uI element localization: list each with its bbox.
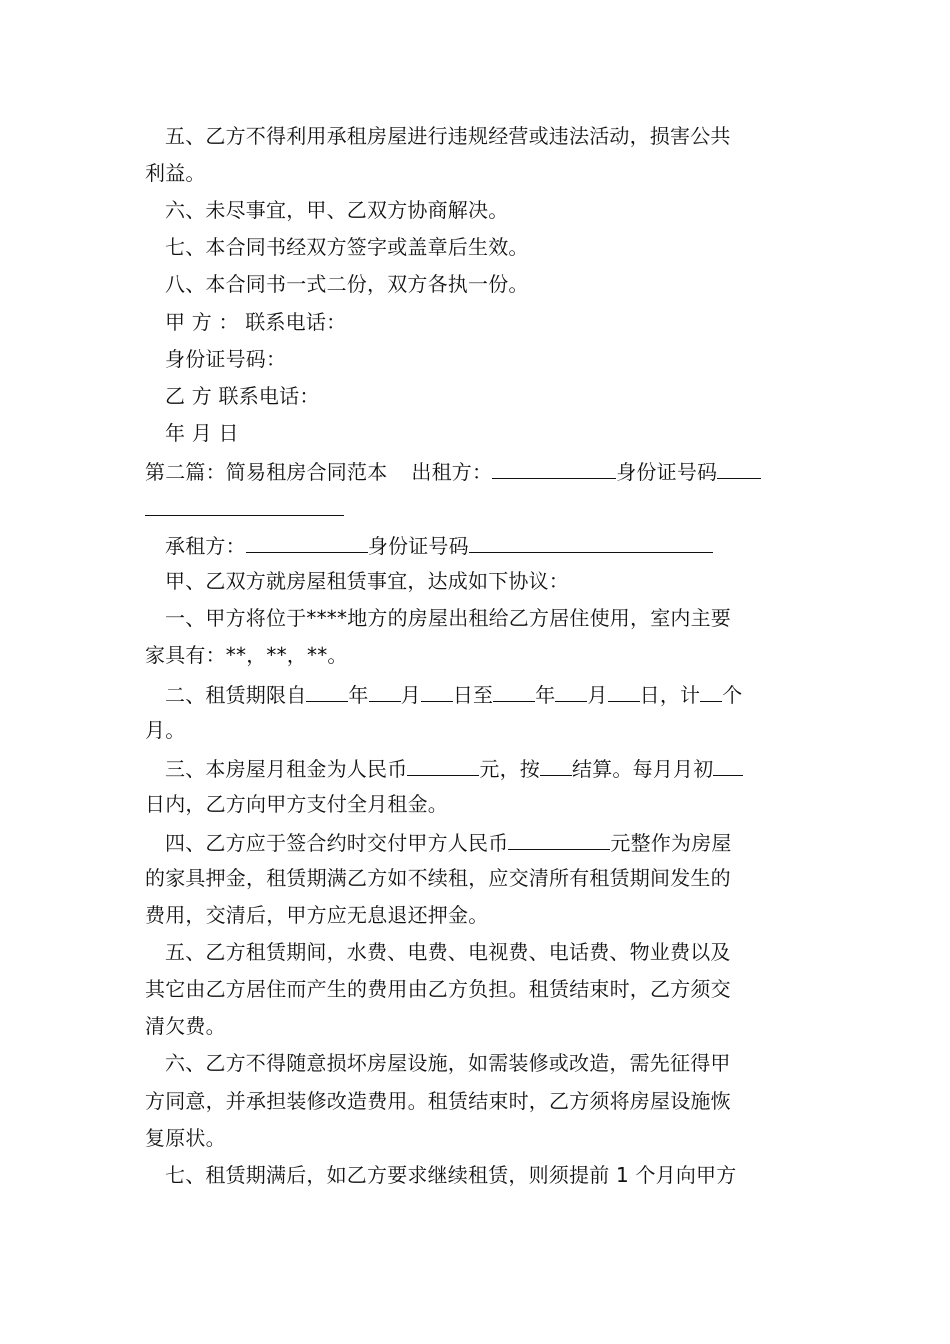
clause-3-text-2: 元，按 bbox=[479, 757, 541, 781]
clause-1-line-1: 一、甲方将位于****地方的房屋出租给乙方居住使用，室内主要 bbox=[165, 606, 731, 630]
clause-6-line-2: 方同意，并承担装修改造费用。租赁结束时，乙方须将房屋设施恢 bbox=[145, 1089, 731, 1113]
lessee-blank bbox=[246, 532, 368, 553]
part-two-header-line bbox=[145, 458, 810, 484]
start-year-blank bbox=[306, 681, 348, 702]
clause-2-line-2: 月。 bbox=[145, 718, 186, 742]
paragraph-6: 六、未尽事宜，甲、乙双方协商解决。 bbox=[165, 198, 509, 222]
clause-3-text: 三、本房屋月租金为人民币 bbox=[165, 757, 408, 781]
lessor-id-blank-cont bbox=[145, 495, 344, 516]
month-label: 月 bbox=[400, 683, 421, 707]
paragraph-5-line-2: 利益。 bbox=[145, 161, 206, 185]
rent-amount-blank bbox=[407, 755, 479, 776]
clause-3-line-2: 日内，乙方向甲方支付全月租金。 bbox=[145, 792, 448, 816]
months-count-blank bbox=[700, 681, 722, 702]
lessee-line bbox=[165, 532, 830, 558]
lessor-id-blank bbox=[717, 458, 761, 479]
paragraph-7: 七、本合同书经双方签字或盖章后生效。 bbox=[165, 235, 529, 259]
end-day-blank bbox=[608, 681, 640, 702]
clause-6-line-3: 复原状。 bbox=[145, 1126, 226, 1150]
lessee-id-blank bbox=[469, 532, 713, 553]
clause-3-line-1 bbox=[165, 755, 830, 781]
paragraph-5-line-1: 五、乙方不得利用承租房屋进行违规经营或违法活动，损害公共 bbox=[165, 124, 731, 148]
payment-day-blank bbox=[713, 755, 743, 776]
lessor-id-label: 身份证号码 bbox=[616, 460, 718, 484]
clause-4-text: 四、乙方应于签合约时交付甲方人民币 bbox=[165, 831, 509, 855]
clause-7-line-1: 七、租赁期满后，如乙方要求继续租赁，则须提前 1 个月向甲方 bbox=[165, 1163, 737, 1187]
unit-label: 个 bbox=[722, 683, 743, 707]
party-b-line: 乙 方 联系电话： bbox=[165, 384, 320, 408]
clause-3-text-3: 结算。每月月初 bbox=[572, 757, 714, 781]
end-month-blank bbox=[555, 681, 587, 702]
year-label: 年 bbox=[348, 683, 369, 707]
clause-4-line-2: 的家具押金，租赁期满乙方如不续租，应交清所有租赁期间发生的 bbox=[145, 866, 731, 890]
clause-5-line-1: 五、乙方租赁期间，水费、电费、电视费、电话费、物业费以及 bbox=[165, 940, 731, 964]
start-month-blank bbox=[369, 681, 401, 702]
lessor-label: 出租方： bbox=[411, 460, 493, 484]
id-number-line: 身份证号码： bbox=[165, 347, 287, 371]
part-two-title: 第二篇：简易租房合同范本 bbox=[145, 460, 388, 484]
lessee-id-label: 身份证号码 bbox=[367, 534, 469, 558]
day-total-label: 日，计 bbox=[639, 683, 701, 707]
start-day-blank bbox=[421, 681, 453, 702]
clause-2-line-1 bbox=[165, 681, 830, 707]
year-label-2: 年 bbox=[535, 683, 556, 707]
lessor-blank bbox=[492, 458, 616, 479]
month-label-2: 月 bbox=[587, 683, 608, 707]
clause-4-line-3: 费用，交清后，甲方应无息退还押金。 bbox=[145, 903, 489, 927]
date-line: 年 月 日 bbox=[165, 421, 239, 445]
lessor-id-continuation bbox=[145, 495, 810, 521]
day-to-label: 日至 bbox=[452, 683, 494, 707]
clause-5-line-2: 其它由乙方居住而产生的费用由乙方负担。租赁结束时，乙方须交 bbox=[145, 977, 731, 1001]
clause-1-line-2: 家具有：**，**，**。 bbox=[145, 643, 348, 667]
agreement-intro: 甲、乙双方就房屋租赁事宜，达成如下协议： bbox=[165, 569, 569, 593]
lessee-label: 承租方： bbox=[165, 534, 246, 558]
settlement-blank bbox=[540, 755, 572, 776]
end-year-blank bbox=[493, 681, 535, 702]
clause-5-line-3: 清欠费。 bbox=[145, 1014, 226, 1038]
clause-6-line-1: 六、乙方不得随意损坏房屋设施，如需装修或改造，需先征得甲 bbox=[165, 1051, 731, 1075]
clause-2-text: 二、租赁期限自 bbox=[165, 683, 307, 707]
clause-4-line-1 bbox=[165, 829, 830, 855]
deposit-blank bbox=[508, 829, 610, 850]
paragraph-8: 八、本合同书一式二份，双方各执一份。 bbox=[165, 272, 529, 296]
clause-4-text-2: 元整作为房屋 bbox=[610, 831, 732, 855]
party-a-line: 甲 方 ： 联系电话： bbox=[165, 310, 347, 334]
